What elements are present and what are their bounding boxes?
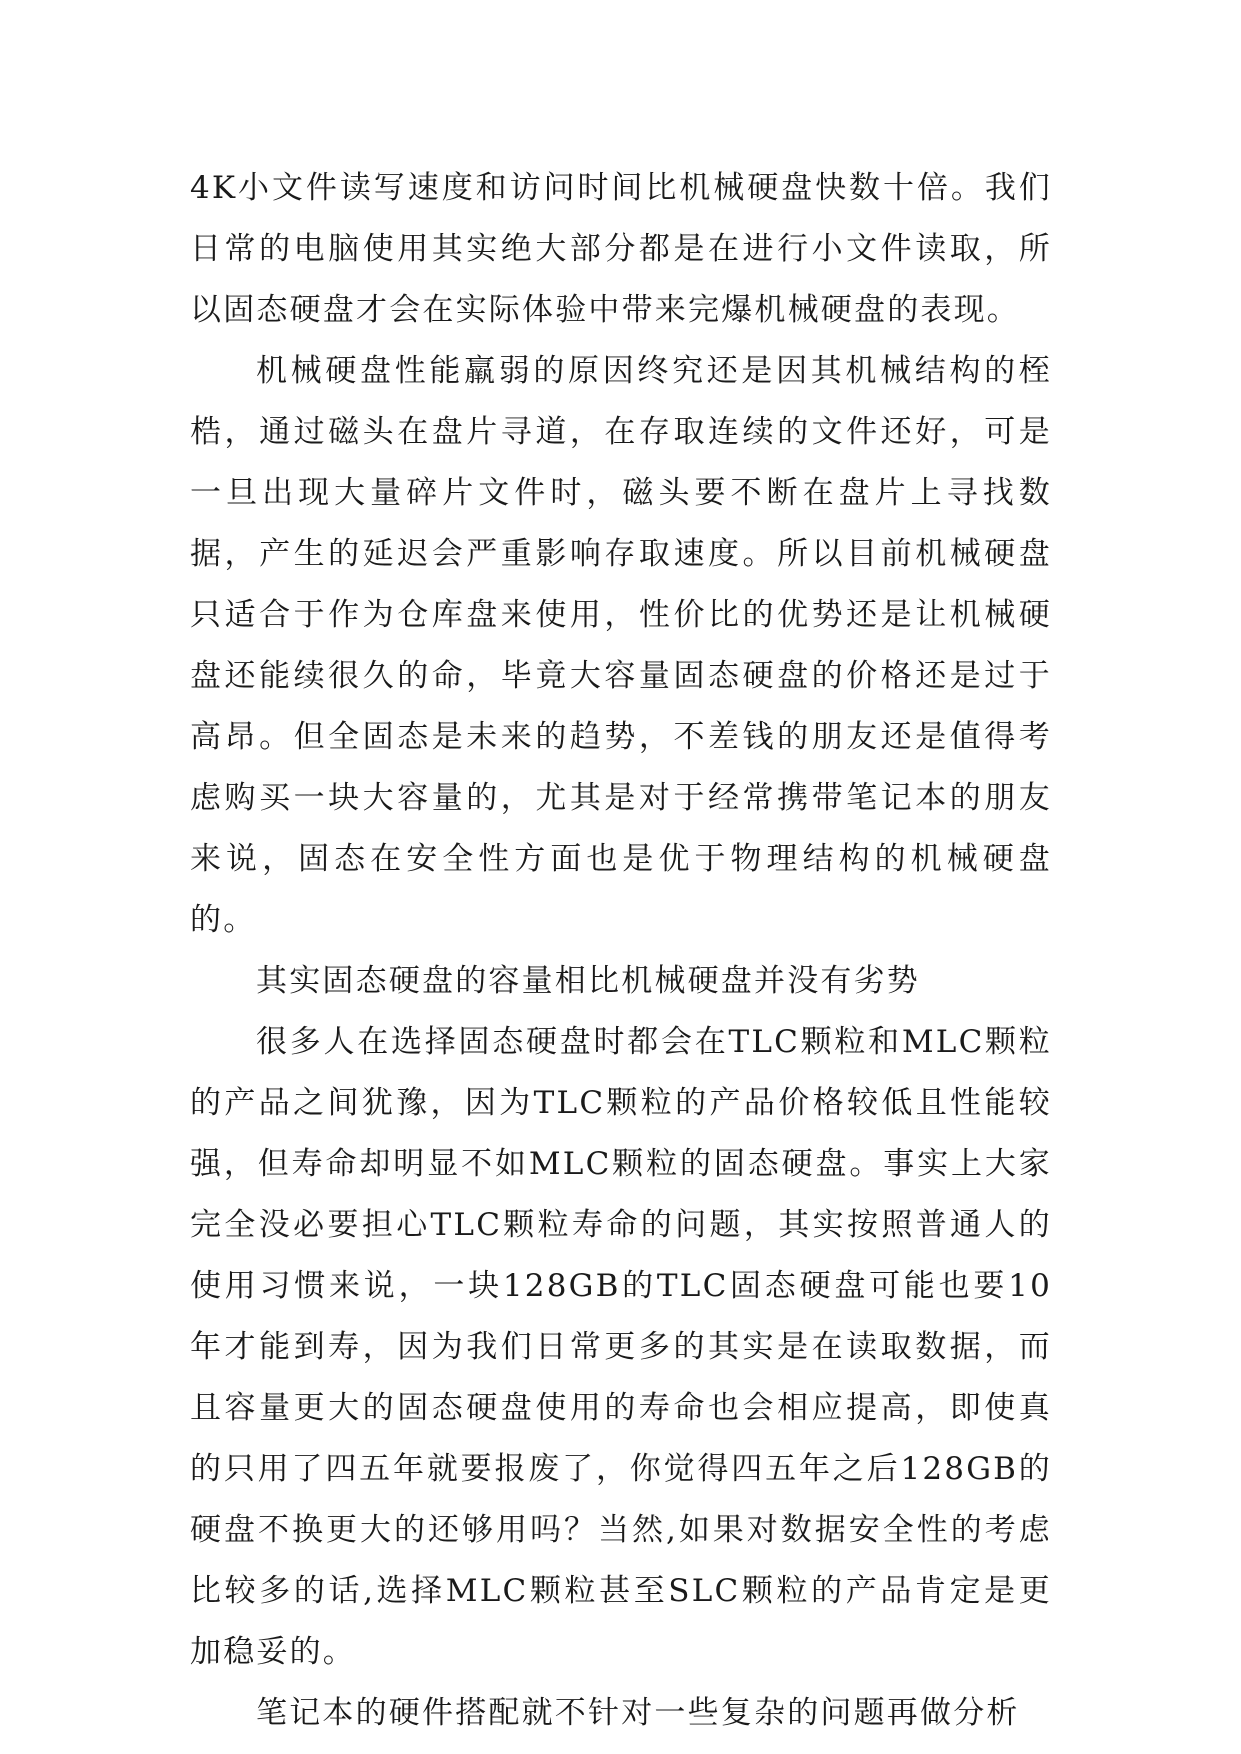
paragraph-ssd-4k-speed: 4K小文件读写速度和访问时间比机械硬盘快数十倍。我们日常的电脑使用其实绝大部分都是在进行小文件读取，所以固态硬盘才会在实际体验中带来完爆机械硬盘的表现。 xyxy=(190,170,1052,328)
paragraph-laptop-hardware: 笔记本的硬件搭配就不针对一些复杂的问题再做分析 xyxy=(256,1695,1020,1731)
body-text xyxy=(190,158,1052,1744)
paragraph-hdd-weakness: 机械硬盘性能羸弱的原因终究还是因其机械结构的桎梏，通过磁头在盘片寻道，在存取连续的文件还好，可是一旦出现大量碎片文件时，磁头要不断在盘片上寻找数据，产生的延迟会严重影响存取速度。所以目前机械硬盘只适合于作为仓库盘来使用，性价比的优势还是让机械硬盘还能续很久的命，毕竟大容量固态硬盘的价格还是过于高昂。但全固态是未来的趋势，不差钱的朋友还是值得考虑购买一块大容量的，尤其是对于经常携带笔记本的朋友来说，固态在安全性方面也是优于物理结构的机械硬盘的。 xyxy=(190,353,1052,938)
paragraph-tlc-mlc: 很多人在选择固态硬盘时都会在TLC颗粒和MLC颗粒的产品之间犹豫，因为TLC颗粒的产品价格较低且性能较强，但寿命却明显不如MLC颗粒的固态硬盘。事实上大家完全没必要担心TLC颗粒寿命的问题，其实按照普通人的使用习惯来说，一块128GB的TLC固态硬盘可能也要10年才能到寿，因为我们日常更多的其实是在读取数据，而且容量更大的固态硬盘使用的寿命也会相应提高，即使真的只用了四五年就要报废了，你觉得四五年之后128GB的硬盘不换更大的还够用吗？当然,如果对数据安全性的考虑比较多的话,选择MLC颗粒甚至SLC颗粒的产品肯定是更加稳妥的。 xyxy=(190,1024,1052,1670)
paragraph-capacity-heading: 其实固态硬盘的容量相比机械硬盘并没有劣势 xyxy=(256,963,920,999)
